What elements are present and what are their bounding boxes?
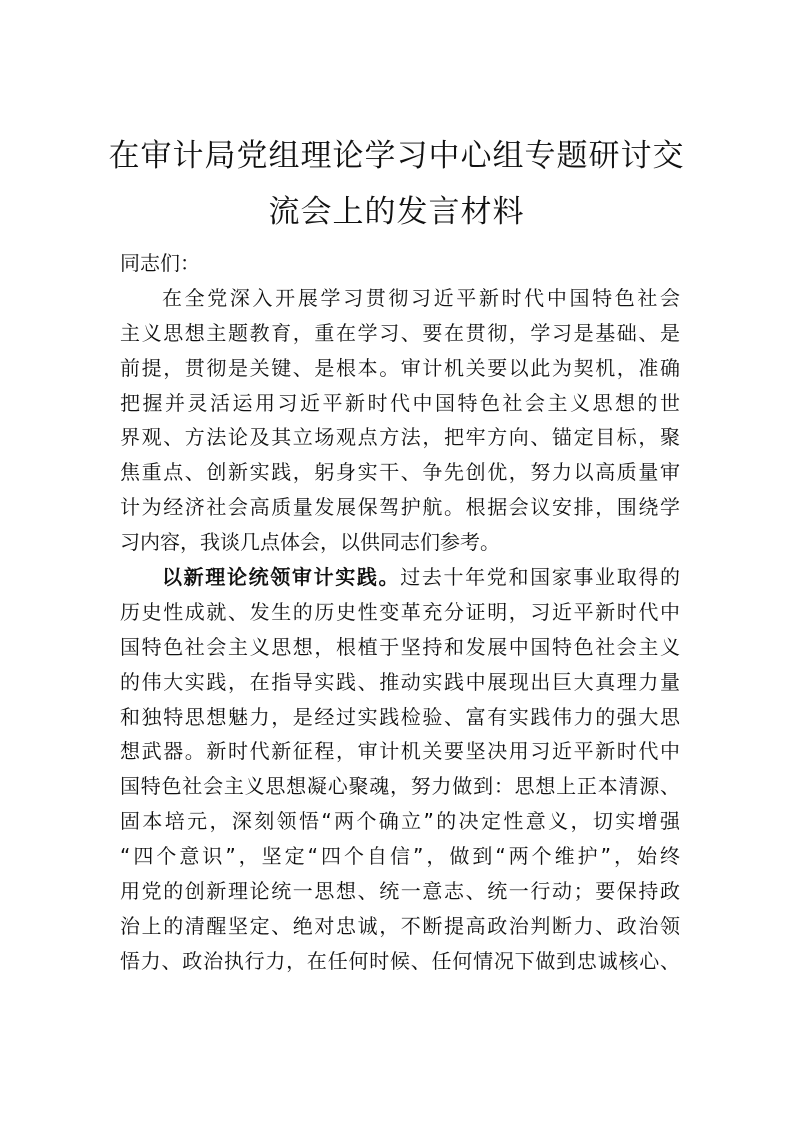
document-title-line-1: 在审计局党组理论学习中心组专题研讨交 bbox=[108, 138, 685, 174]
paragraph-line: 国特色社会主义思想，根植于坚持和发展中国特色社会主义 bbox=[120, 634, 680, 659]
paragraph-line: 前提，贯彻是关键、是根本。审计机关要以此为契机，准确 bbox=[120, 355, 680, 380]
paragraph-line bbox=[120, 560, 680, 595]
paragraph-2 bbox=[120, 560, 680, 979]
paragraph-line-text: 过去十年党和国家事业取得的 bbox=[400, 565, 681, 590]
salutation: 同志们： bbox=[120, 251, 200, 275]
paragraph-line: “四个意识”，坚定“四个自信”，做到“两个维护”，始终 bbox=[120, 844, 680, 869]
section-heading: 以新理论统领审计实践。 bbox=[162, 565, 401, 590]
paragraph-line: 悟力、政治执行力，在任何时候、任何情况下做到忠诚核心、 bbox=[120, 948, 680, 973]
paragraph-line: 用党的创新理论统一思想、统一意志、统一行动；要保持政 bbox=[120, 879, 680, 904]
paragraph-line: 焦重点、创新实践，躬身实干、争先创优，努力以高质量审 bbox=[120, 460, 680, 485]
document-body bbox=[120, 246, 680, 979]
paragraph-line: 习内容，我谈几点体会，以供同志们参考。 bbox=[120, 530, 500, 555]
paragraph-line: 固本培元，深刻领悟“两个确立”的决定性意义，切实增强 bbox=[120, 809, 680, 834]
paragraph-line: 历史性成就、发生的历史性变革充分证明，习近平新时代中 bbox=[120, 599, 680, 624]
paragraph-line: 计为经济社会高质量发展保驾护航。根据会议安排，围绕学 bbox=[120, 495, 680, 520]
paragraph-line: 想武器。新时代新征程，审计机关要坚决用习近平新时代中 bbox=[120, 739, 680, 764]
paragraph-line: 和独特思想魅力，是经过实践检验、富有实践伟力的强大思 bbox=[120, 704, 680, 729]
paragraph-line: 界观、方法论及其立场观点方法，把牢方向、锚定目标，聚 bbox=[120, 425, 680, 450]
paragraph-1 bbox=[120, 281, 680, 560]
paragraph-line: 治上的清醒坚定、绝对忠诚，不断提高政治判断力、政治领 bbox=[120, 913, 680, 938]
paragraph-line: 把握并灵活运用习近平新时代中国特色社会主义思想的世 bbox=[120, 390, 680, 415]
paragraph-line: 主义思想主题教育，重在学习、要在贯彻，学习是基础、是 bbox=[120, 320, 680, 345]
paragraph-line: 在全党深入开展学习贯彻习近平新时代中国特色社会 bbox=[162, 285, 680, 310]
paragraph-line: 国特色社会主义思想凝心聚魂，努力做到：思想上正本清源、 bbox=[120, 774, 680, 799]
document-title-line-2: 流会上的发言材料 bbox=[268, 194, 525, 230]
paragraph-line: 的伟大实践，在指导实践、推动实践中展现出巨大真理力量 bbox=[120, 669, 680, 694]
